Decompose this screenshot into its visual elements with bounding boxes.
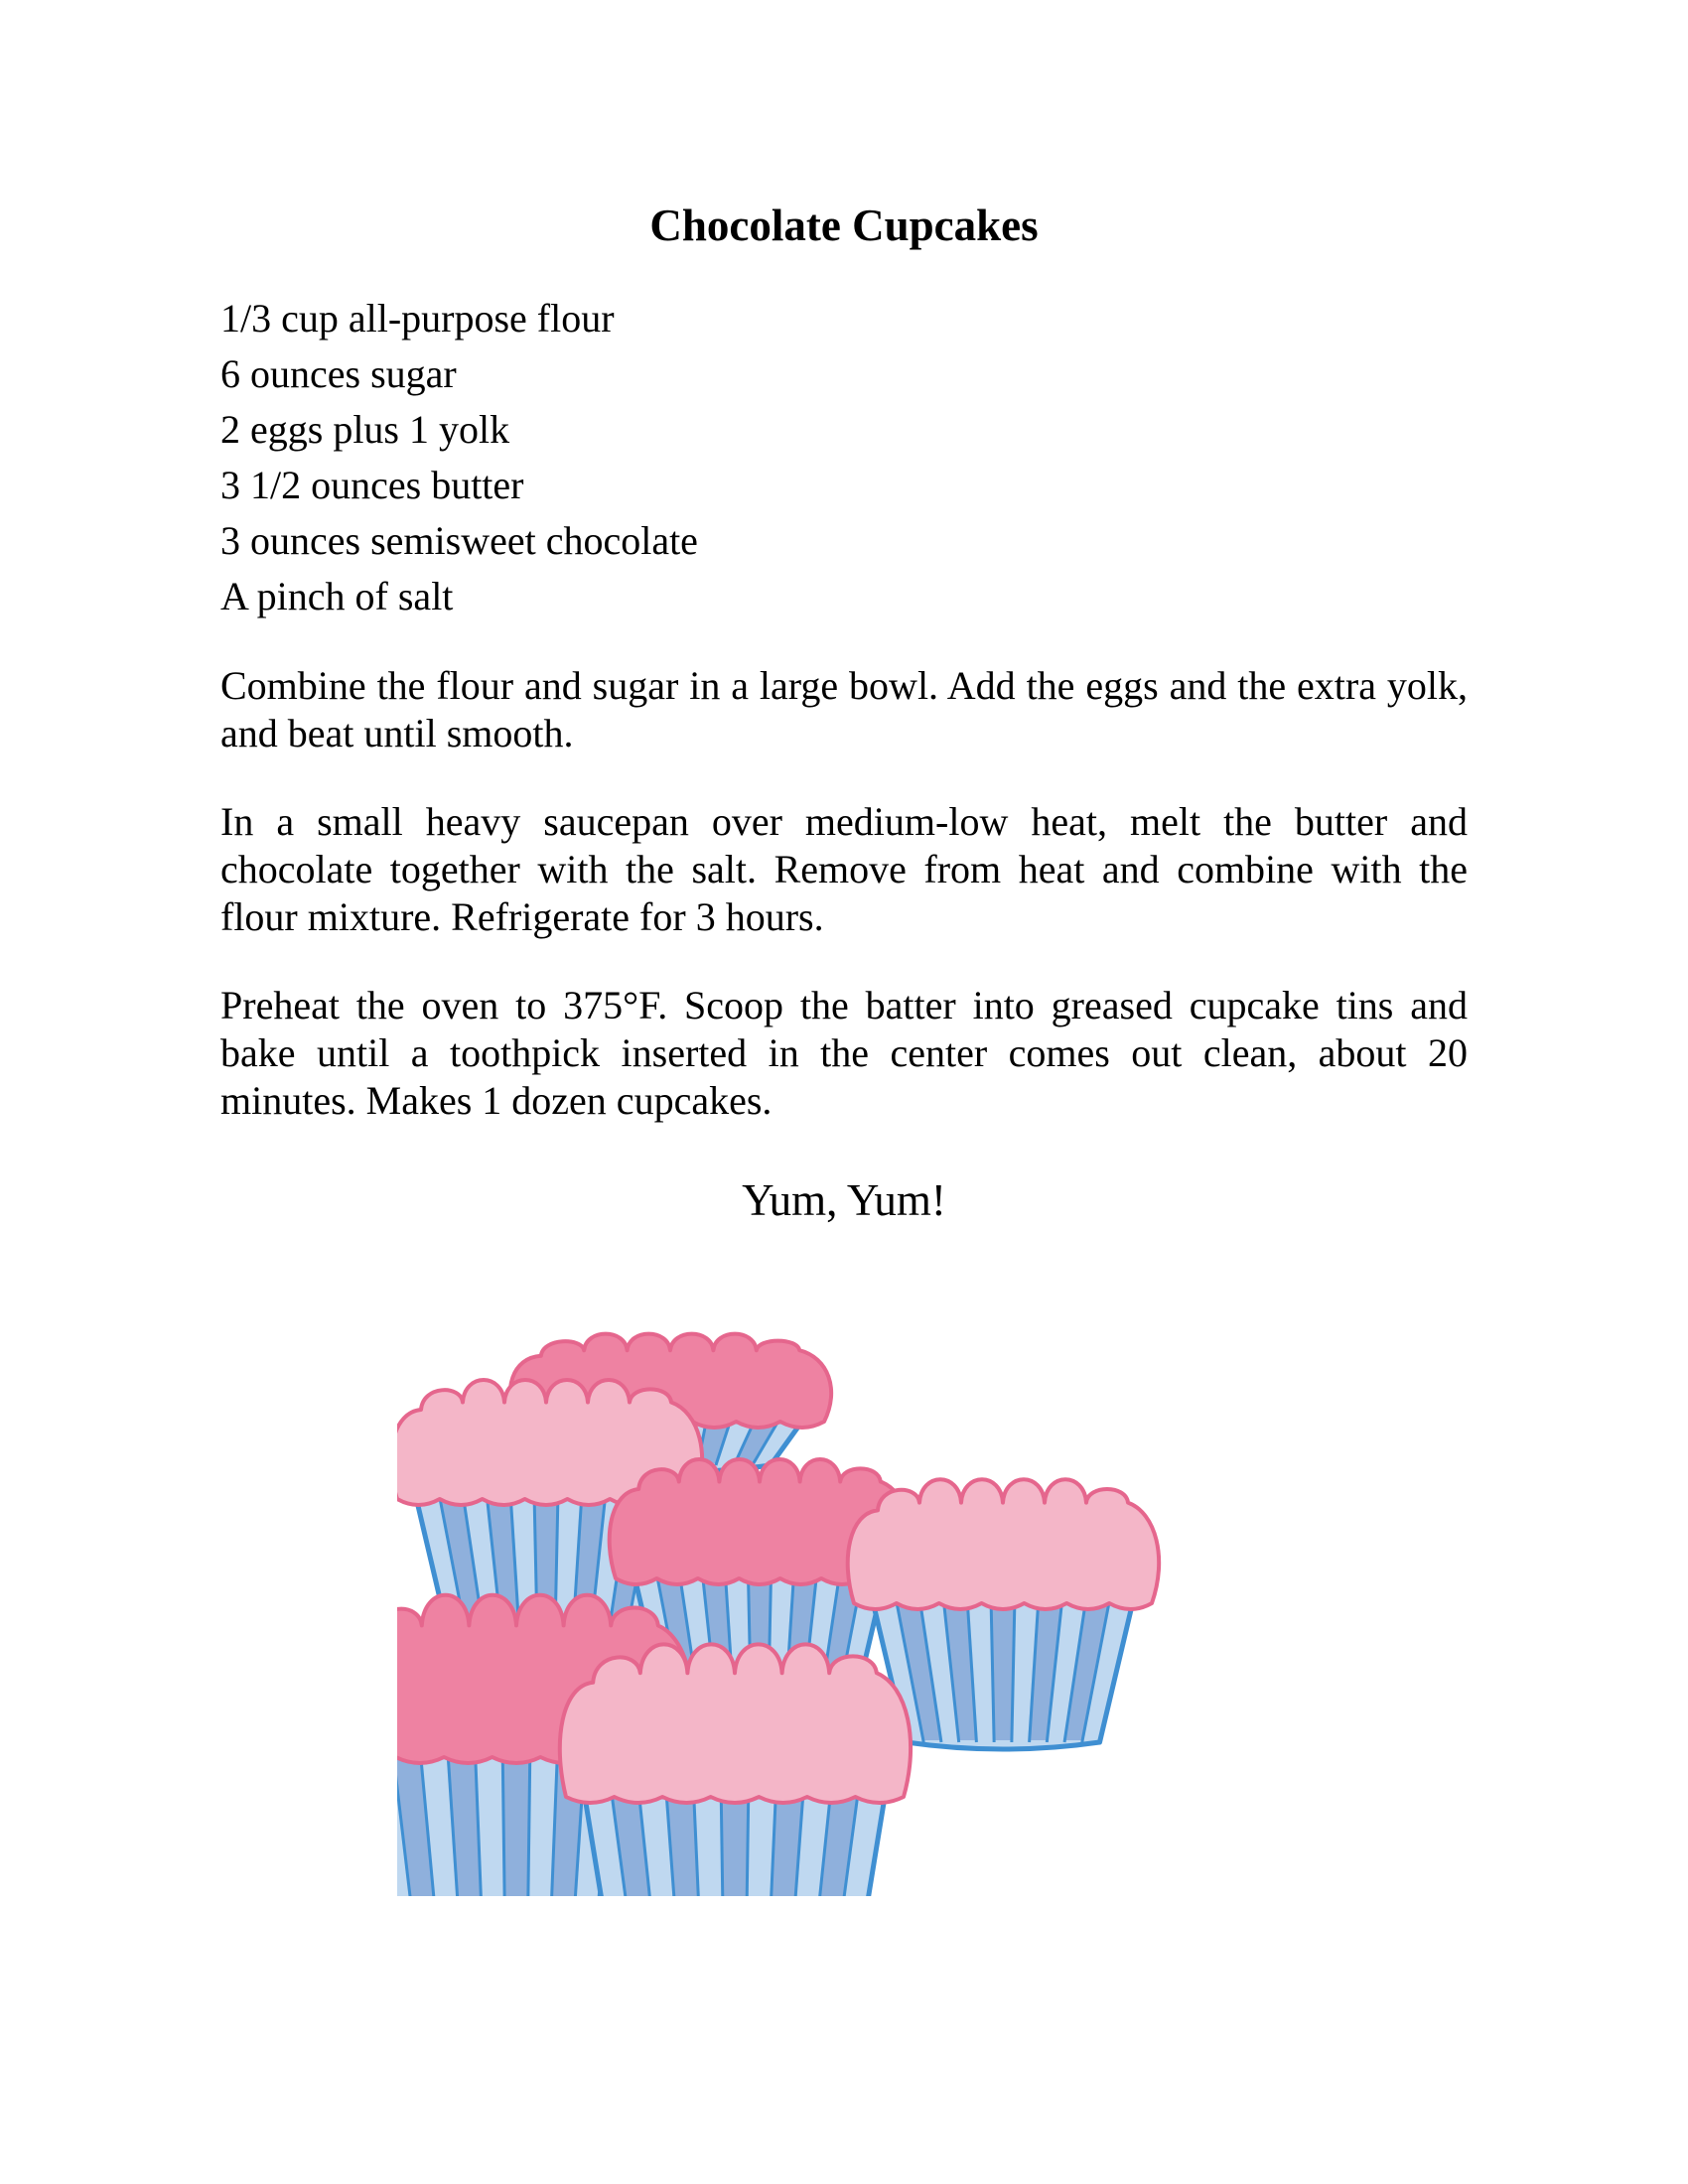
ingredient-item: 2 eggs plus 1 yolk (220, 407, 510, 452)
instruction-paragraph: In a small heavy saucepan over medium-low heat, melt the butter and chocolate together with the salt. Remove from heat and combine with the flour mixture. Refrigerate for 3 hours. (220, 799, 1468, 939)
closing-text: Yum, Yum! (742, 1175, 946, 1225)
cupcake (560, 1644, 911, 1896)
ingredient-item: 6 ounces sugar (220, 351, 457, 396)
ingredient-item: 3 1/2 ounces butter (220, 463, 524, 507)
recipe-title: Chocolate Cupcakes (649, 201, 1039, 250)
cupcakes-illustration (397, 1241, 1291, 1896)
ingredient-list (220, 291, 1468, 624)
ingredient-item: 3 ounces semisweet chocolate (220, 518, 698, 563)
instruction-paragraph: Preheat the oven to 375°F. Scoop the batter into greased cupcake tins and bake until a toothpick inserted in the center comes out clean, about 20 minutes. Makes 1 dozen cupcakes. (220, 983, 1468, 1123)
ingredient-item: 1/3 cup all-purpose flour (220, 296, 615, 341)
instruction-paragraph: Combine the flour and sugar in a large bowl. Add the eggs and the extra yolk, and beat until smooth. (220, 663, 1468, 755)
ingredient-item: A pinch of salt (220, 574, 454, 618)
